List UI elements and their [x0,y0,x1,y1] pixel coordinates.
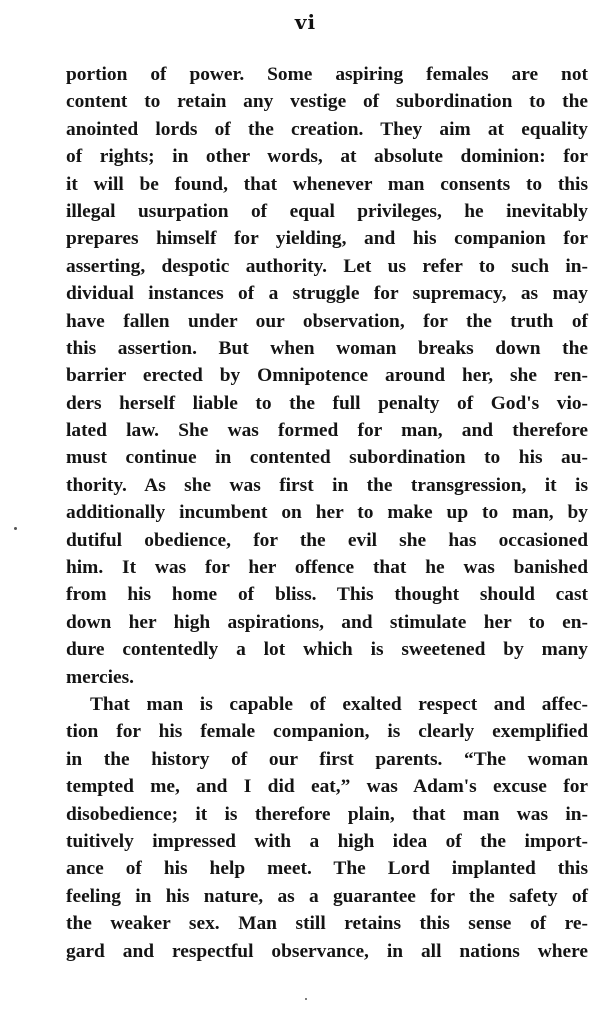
text-line: from his home of bliss. This thought should cast [66,584,588,606]
text-line: asserting, despotic authority. Let us refer to such in- [66,255,588,277]
text-line: this assertion. But when woman breaks down the [66,337,588,359]
text-line: of rights; in other words, at absolute dominion: for [66,146,588,168]
scan-speck [14,527,17,530]
text-line: tion for his female companion, is clearly exemplified [66,721,588,743]
text-line: barrier erected by Omnipotence around her, she ren- [66,365,588,387]
text-line: illegal usurpation of equal privileges, he inevitably [66,200,588,222]
text-line: have fallen under our observation, for the truth of [66,310,588,332]
text-line: content to retain any vestige of subordination to the [66,91,588,113]
text-line: gard and respectful observance, in all nations where [66,940,588,962]
text-line: down her high aspirations, and stimulate her to en- [66,611,588,633]
text-line: the weaker sex. Man still retains this sense of re- [66,913,588,935]
text-line: dividual instances of a struggle for supremacy, as may [66,283,588,305]
text-line: additionally incumbent on her to make up to man, by [66,502,588,524]
text-line: prepares himself for yielding, and his companion for [66,228,588,250]
text-line: it will be found, that whenever man consents to this [66,173,588,195]
text-line: feeling in his nature, as a guarantee for the safety of [66,885,588,907]
text-line: dure contentedly a lot which is sweetened by many [66,639,588,661]
text-line: thority. As she was first in the transgression, it is [66,474,588,496]
body-text [66,61,588,965]
scan-speck [305,998,307,1000]
text-line: lated law. She was formed for man, and therefore [66,420,588,442]
text-line: dutiful obedience, for the evil she has occasioned [66,529,588,551]
text-line: ance of his help meet. The Lord implanted this [66,858,588,880]
text-line: portion of power. Some aspiring females are not [66,64,588,85]
paragraph-first-line: That man is capable of exalted respect and affec- [90,693,588,715]
text-line: anointed lords of the creation. They aim at equality [66,118,588,140]
text-line: tuitively impressed with a high idea of the import- [66,830,588,852]
paragraph-end-line: mercies. [66,666,135,688]
text-line: tempted me, and I did eat,” was Adam's excuse for [66,776,588,798]
text-line: must continue in contented subordination to his au- [66,447,588,469]
page-number: vi [294,10,317,34]
text-line: him. It was for her offence that he was banished [66,557,588,579]
text-line: ders herself liable to the full penalty of God's vio- [66,392,588,414]
text-line: in the history of our first parents. “The woman [66,748,588,770]
text-line: disobedience; it is therefore plain, that man was in- [66,803,588,825]
